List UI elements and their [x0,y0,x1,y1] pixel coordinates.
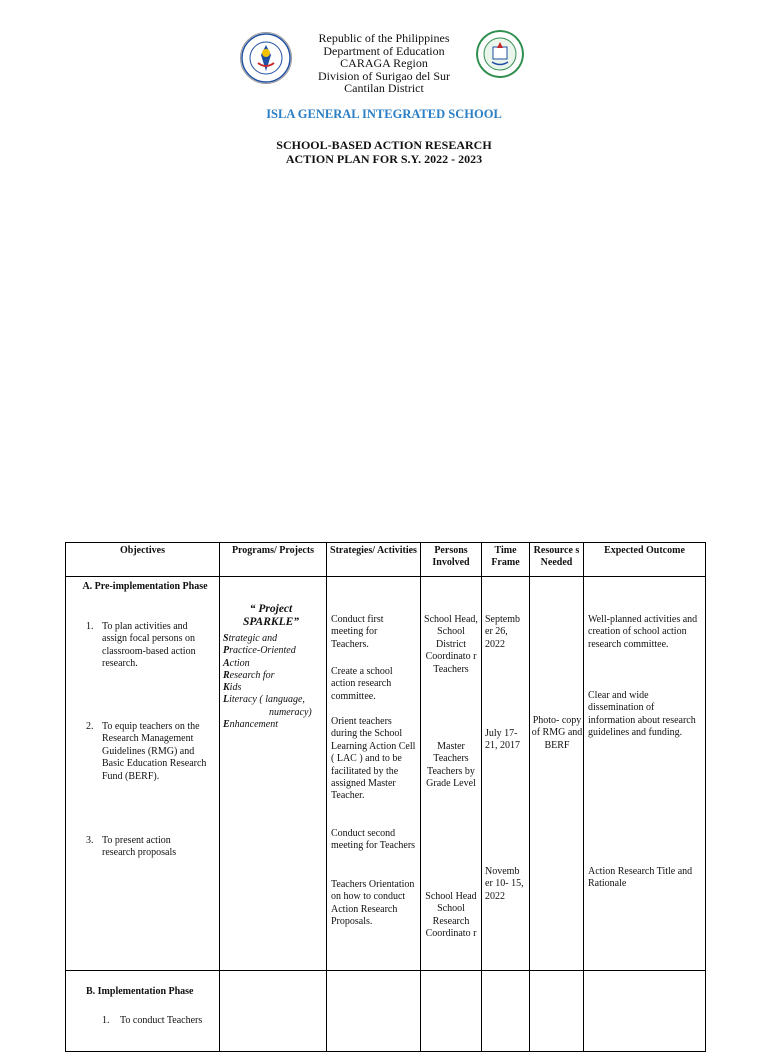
program-title: “ Project SPARKLE” [242,603,300,628]
header-agency-lines [0,32,768,95]
col-header-resources: Resource s Needed [530,543,584,577]
acronym-line: Action [223,657,250,669]
header-line: Republic of the Philippines [318,31,450,45]
persons-item: School Head, School District Coordinato r Teachers [424,614,478,675]
title-line-1: SCHOOL-BASED ACTION RESEARCH [276,138,492,152]
cell-programs [220,577,327,971]
objective-number: 3. [86,835,94,846]
cell-persons [421,971,482,1052]
time-item: July 17- 21, 2017 [485,728,520,752]
cell-strategies [327,577,421,971]
outcome-item: Well-planned activities and creation of school action research committee. [588,614,698,650]
action-plan-table [65,542,706,1052]
acronym-line: Kids [223,682,242,694]
strategy-item: Create a school action research committee. [331,666,393,702]
time-item: Novemb er 10- 15, 2022 [485,866,524,902]
col-header-objectives: Objectives [66,543,220,577]
table-row-phase-b [66,971,706,1052]
cell-strategies [327,971,421,1052]
strategy-item: Conduct second meeting for Teachers [331,828,416,852]
time-item: Septemb er 26, 2022 [485,614,520,650]
acronym-line: Enhancement [223,719,278,731]
strategy-item: Conduct first meeting for Teachers. [331,614,384,650]
acronym-line: numeracy) [269,706,312,718]
phase-a-title: A. Pre-implementation Phase [82,581,208,592]
persons-item: School Head School Research Coordinato r [425,891,477,940]
persons-item: Master Teachers Teachers by Grade Level [426,741,476,790]
col-header-programs: Programs/ Projects [220,543,327,577]
acronym-line: Research for [223,669,275,681]
title-line-2: ACTION PLAN FOR S.Y. 2022 - 2023 [285,152,483,166]
header-line: Cantilan District [344,81,424,96]
cell-resources [530,577,584,971]
program-acronym [223,633,323,731]
school-name: ISLA GENERAL INTEGRATED SCHOOL [266,107,502,121]
objective-text: To equip teachers on the Research Management Guidelines (RMG) and Basic Education Research Fund (BERF). [102,721,207,782]
outcome-item: Clear and wide dissemination of information about research guidelines and funding. [588,690,696,739]
objective-text: To present action research proposals [102,835,177,859]
phase-b-title: B. Implementation Phase [86,986,194,997]
cell-outcome [584,971,706,1052]
cell-time [482,577,530,971]
objective-number: 1. [86,621,94,632]
objective-text: To conduct Teachers [120,1015,203,1026]
table-header-row [66,543,706,577]
objective-text: To plan activities and assign focal persons on classroom-based action research. [102,621,196,670]
acronym-line: Strategic and [223,633,278,644]
outcome-item: Action Research Title and Rationale [588,866,693,890]
col-header-strategies: Strategies/ Activities [327,543,421,577]
col-header-time: Time Frame [482,543,530,577]
cell-persons [421,577,482,971]
acronym-line: Literacy ( language, [223,694,305,706]
header-line: CARAGA Region [340,56,428,71]
resources-item: Photo- copy of RMG and BERF [531,715,583,751]
cell-objectives [66,971,220,1052]
document-title [0,138,768,166]
cell-resources [530,971,584,1052]
col-header-persons: Persons Involved [421,543,482,577]
cell-outcome [584,577,706,971]
strategy-item: Teachers Orientation on how to conduct Action Research Proposals. [331,879,415,928]
col-header-outcome: Expected Outcome [584,543,706,577]
cell-programs [220,971,327,1052]
cell-time [482,971,530,1052]
strategy-item: Orient teachers during the School Learning Action Cell ( LAC ) and to be facilitated by the assigned Master Teacher. [331,716,416,802]
header-line: Division of Surigao del Sur [318,68,450,83]
acronym-line: Practice-Oriented [223,645,296,657]
cell-objectives [66,577,220,971]
objective-number: 2. [86,721,94,732]
header-line: Department of Education [323,43,445,58]
table-row-phase-a [66,577,706,971]
objective-number: 1. [102,1015,110,1026]
